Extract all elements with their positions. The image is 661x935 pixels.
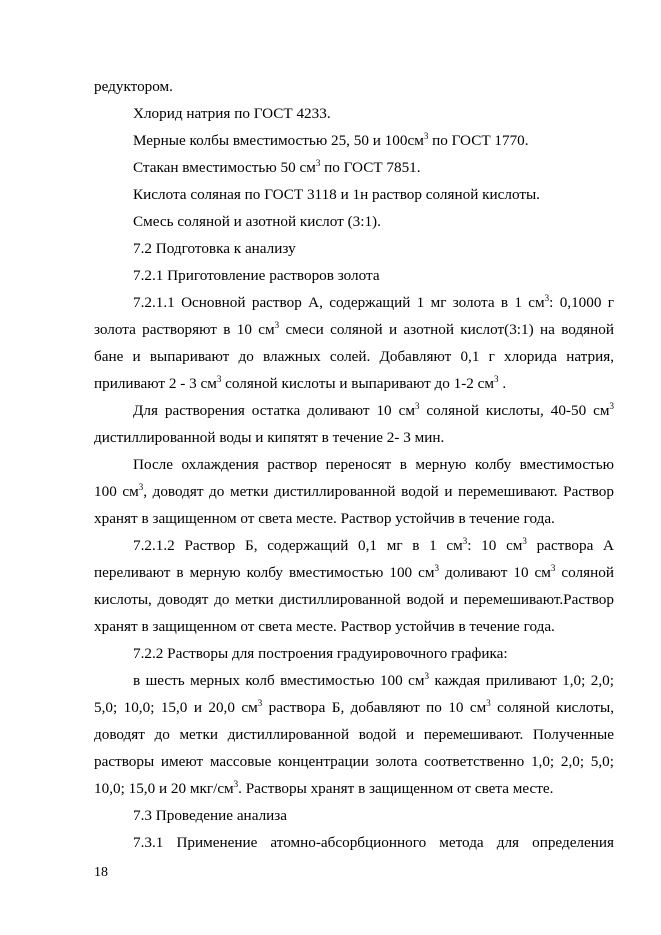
section-heading-7-2: 7.2 Подготовка к анализу: [133, 240, 296, 257]
reagent-beaker: Стакан вместимостью 50 $см^3$ по ГОСТ 7851.: [133, 158, 421, 176]
paragraph-line: хранят в защищенном от света месте. Раствор устойчив в течение года.: [94, 510, 555, 527]
reagent-hydrochloric-acid: Кислота соляная по ГОСТ 3118 и 1н раствор соляной кислоты.: [133, 186, 540, 203]
paragraph-line: 100 $см^3$, доводят до метки дистиллированной водой и перемешивают. Раствор: [94, 482, 614, 500]
paragraph-line: 7.2.1.2 Раствор Б, содержащий 0,1 мг в 1 $см^3$: 10 $см^3$ раствора А: [133, 536, 614, 554]
paragraph-line: растворы имеют массовые концентрации золота соответственно 1,0; 2,0; 5,0;: [94, 753, 614, 770]
paragraph-line: кислоты, доводят до метки дистиллированной водой и перемешивают.Раствор: [94, 591, 614, 608]
paragraph-line: Для растворения остатка доливают 10 $см^3$ соляной кислоты, 40-50 $см^3$: [133, 401, 614, 419]
reagent-sodium-chloride: Хлорид натрия по ГОСТ 4233.: [133, 105, 331, 122]
paragraph-line: 5,0; 10,0; 15,0 и 20,0 $см^3$ раствора Б, добавляют по 10 $см^3$ соляной кислоты,: [94, 698, 614, 716]
paragraph-line: дистиллированной воды и кипятят в течение 2- 3 мин.: [94, 429, 445, 446]
paragraph-line: доводят до метки дистиллированной водой и перемешивают. Полученные: [94, 726, 614, 743]
paragraph-line: 7.2.1.1 Основной раствор А, содержащий 1 мг золота в 1 $см^3$: 0,1000 г: [133, 293, 615, 311]
paragraph-line: в шесть мерных колб вместимостью 100 $см^3$ каждая приливают 1,0; 2,0;: [133, 671, 614, 689]
paragraph-line: хранят в защищенном от света месте. Раствор устойчив в течение года.: [94, 618, 555, 635]
paragraph-line: После охлаждения раствор переносят в мерную колбу вместимостью: [133, 456, 614, 473]
section-heading-7-3: 7.3 Проведение анализа: [133, 807, 288, 824]
paragraph-line: приливают 2 - 3 $см^3$ соляной кислоты и выпаривают до 1-2 $см^3$ .: [94, 374, 507, 392]
reagent-acid-mixture: Смесь соляной и азотной кислот (3:1).: [133, 213, 381, 230]
paragraph-line: 7.3.1 Применение атомно-абсорбционного метода для определения: [133, 834, 614, 851]
paragraph-line: бане и выпаривают до влажных солей. Добавляют 0,1 г хлорида натрия,: [94, 348, 614, 365]
reagent-volumetric-flasks: Мерные колбы вместимостью 25, 50 и $100см^3$ по ГОСТ 1770.: [133, 131, 529, 149]
section-heading-7-2-2: 7.2.2 Растворы для построения градуировочного графика:: [133, 645, 508, 662]
paragraph-line: золота растворяют в 10 $см^3$ смеси соляной и азотной кислот(3:1) на водяной: [94, 320, 614, 338]
paragraph-line: 10,0; 15,0 и 20 мкг/$см^3$. Растворы хранят в защищенном от света месте.: [94, 779, 554, 797]
text-line: редуктором.: [94, 78, 173, 95]
paragraph-line: переливают в мерную колбу вместимостью 100 $см^3$ доливают 10 $см^3$ соляной: [94, 563, 614, 581]
page-number: 18: [94, 865, 108, 880]
section-heading-7-2-1: 7.2.1 Приготовление растворов золота: [133, 267, 380, 284]
